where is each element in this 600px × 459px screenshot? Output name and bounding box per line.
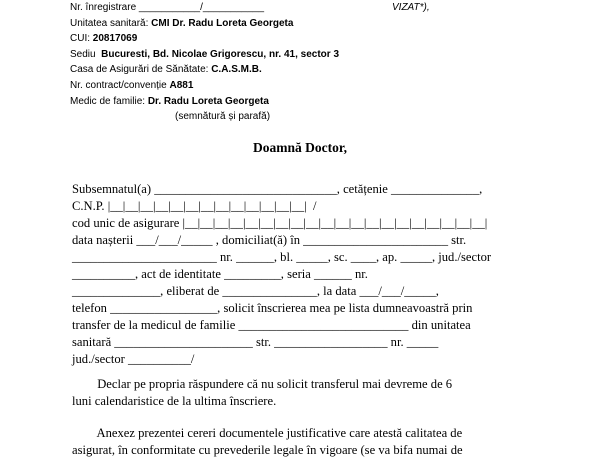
declaration-line: luni calendaristice de la ultima înscriere.	[72, 394, 277, 408]
request-form	[72, 181, 491, 368]
address-label: Sediu	[70, 48, 102, 60]
form-line-name: Subsemnatul(a) _____________________________, cetățenie ______________,	[72, 182, 483, 196]
registration-number: Nr. înregistrare ___________/___________	[70, 2, 265, 13]
approval-mark: VIZAT*),	[392, 2, 430, 13]
address-value: Bucuresti, Bd. Nicolae Grigorescu, nr. 41, sector 3	[101, 48, 340, 60]
form-line-cnp: C.N.P. |__|__|__|__|__|__|__|__|__|__|__|__|__| /	[72, 199, 317, 213]
annex-paragraph	[72, 425, 532, 459]
contract-row	[70, 78, 339, 94]
doctor-value: Dr. Radu Loreta Georgeta	[147, 95, 269, 107]
doctor-label: Medic de familie:	[70, 95, 148, 107]
form-line-phone: telefon _________________, solicit înscrierea mea pe lista dumneavoastră prin	[72, 301, 473, 315]
cui-value: 20817069	[92, 33, 138, 45]
insurance-house-value: C.A.S.M.B.	[211, 64, 262, 76]
unit-label: Unitatea sanitară:	[70, 17, 152, 29]
form-line-issued-by: ______________, eliberat de _______________, la data ___/___/_____,	[72, 284, 439, 298]
unit-row	[70, 16, 339, 32]
declaration-line: Declar pe propria răspundere că nu solicit transferul mai devreme de 6	[72, 377, 453, 391]
contract-label: Nr. contract/convenție	[70, 79, 170, 91]
annex-line: Anexez prezentei cereri documentele justificative care atestă calitatea de	[72, 426, 463, 440]
declaration-paragraph	[72, 376, 532, 410]
contract-value: A881	[169, 79, 194, 91]
annex-line: asigurat, în conformitate cu prevederile legale în vigoare (se va bifa numai de	[72, 443, 463, 457]
unit-value: CMI Dr. Radu Loreta Georgeta	[151, 17, 294, 29]
clinic-header	[70, 0, 339, 125]
insurance-house-label: Casa de Asigurări de Sănătate:	[70, 64, 212, 76]
form-line-unit: sanitară ______________________ str. __________________ nr. _____	[72, 335, 439, 349]
address-row	[70, 47, 339, 63]
salutation: Doamnă Doctor,	[253, 140, 347, 155]
form-line-id-document: __________, act de identitate _________, seria ______ nr.	[72, 267, 368, 281]
insurance-house-row	[70, 62, 339, 78]
cui-label: CUI:	[70, 33, 93, 45]
form-line-transfer: transfer de la medicul de familie ___________________________ din unitatea	[72, 318, 471, 332]
cui-row	[70, 31, 339, 47]
signature-note: (semnătură și parafă)	[175, 111, 271, 123]
form-line-address: _______________________ nr. ______, bl. _____, sc. ____, ap. _____, jud./sector	[72, 250, 492, 264]
form-line-birth-date: data nașterii ___/___/_____ , domiciliat(ă) în _______________________ str.	[72, 233, 467, 247]
form-line-insurance-code: cod unic de asigurare |__|__|__|__|__|__|__|__|__|__|__|__|__|__|__|__|__|__|__|__|	[72, 216, 488, 230]
form-line-county: jud./sector __________/	[72, 352, 195, 366]
doctor-row	[70, 94, 339, 110]
